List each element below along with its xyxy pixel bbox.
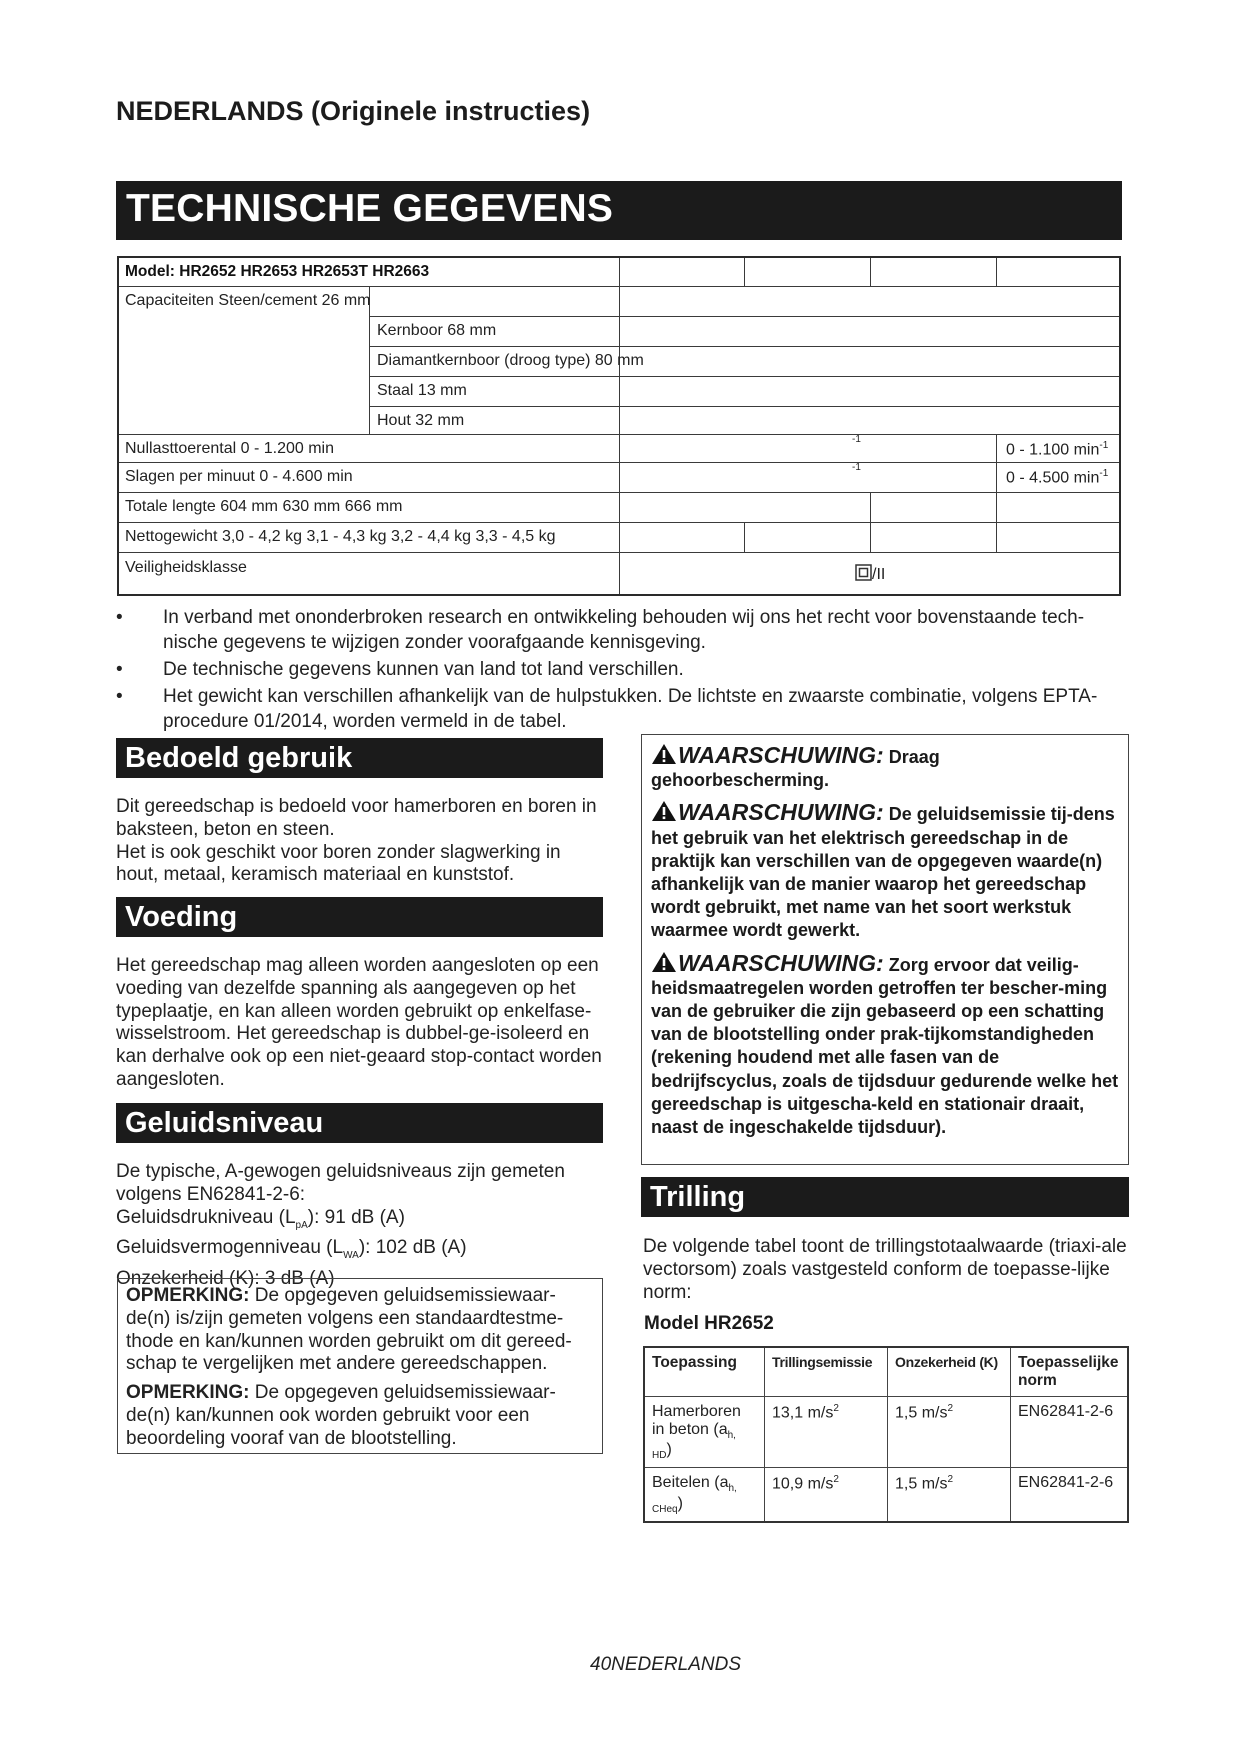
capacity-row-diamond-core-bit — [377, 352, 644, 370]
language-title: NEDERLANDS (Originele instructies) — [116, 96, 591, 126]
capacity-material: Staal — [377, 382, 414, 399]
model-label-row — [125, 263, 429, 281]
blows-superscript: -1 — [852, 462, 861, 473]
cell-standard: EN62841-2-6 — [1011, 1397, 1129, 1468]
table-row — [644, 1397, 1128, 1468]
unit-superscript: -1 — [1099, 468, 1109, 479]
section-title-specifications: TECHNISCHE GEGEVENS — [116, 181, 1122, 240]
length-value: 666 mm — [344, 498, 403, 515]
page-footer: 40NEDERLANDS — [590, 1654, 741, 1675]
vibration-table — [643, 1346, 1129, 1523]
noise-uncertainty: Onzekerheid (K): 3 dB (A) — [116, 1267, 335, 1289]
vibration-intro: De volgende tabel toont de trillingstotaalwaarde (triaxi-ale vectorsom) zoals vastgesteld conform de toepasse-lijke norm: — [643, 1236, 1127, 1303]
weight-value: 3,3 - 4,5 kg — [475, 528, 556, 545]
capacity-material: Diamantkernboor (droog type) — [377, 352, 591, 369]
capacity-value: 68 mm — [447, 322, 497, 339]
section-title-intended-use: Bedoeld gebruik — [116, 738, 603, 778]
cell-application: Beitelen $(a_{h, CHeq})$ — [644, 1468, 765, 1522]
capacity-value: 80 mm — [594, 352, 644, 369]
intended-use-text — [116, 796, 608, 887]
safety-class-text: /II — [872, 566, 886, 583]
note-item: • In verband met ononderbroken research en ontwikkeling behouden wij ons het recht voor bovenstaande tech-nische gegevens te wijzigen zonder voorafgaande kennisgeving. — [116, 607, 1085, 653]
overall-length-row — [125, 498, 402, 516]
no-load-speed-value-a: 0 - 1.200 min — [240, 440, 335, 457]
capacity-material: Kernboor — [377, 322, 443, 339]
capacity-value-stone: 26 mm — [321, 292, 371, 309]
capacity-label: Capaciteiten — [125, 292, 214, 309]
model-hr2663: HR2663 — [372, 263, 430, 280]
warning-triangle-icon — [651, 951, 677, 973]
weight-label: Nettogewicht — [125, 528, 218, 545]
length-value: 604 mm — [220, 498, 278, 515]
weight-value: 3,0 - 4,2 kg — [221, 528, 302, 545]
noise-intro: De typische, A-gewogen geluidsniveaus zijn gemeten volgens EN62841-2-6: — [116, 1161, 565, 1205]
length-label: Totale lengte — [125, 498, 216, 515]
safety-class-label: Veiligheidsklasse — [125, 559, 247, 576]
cell-emission: 13,1 $m/s^2$ — [765, 1397, 888, 1468]
table-row — [644, 1468, 1128, 1522]
col-header-application: Toepassing — [644, 1347, 765, 1397]
warning-noise-emission: WAARSCHUWING: De geluidsemissie tij-dens het gebruik van het elektrisch gereedschap in de praktijk kan verschillen van de opgegeven waarde(n) afhankelijk van de manier waarop het gereedschap wordt gebruikt, met name van het soort werkstuk waarmee wordt gewerkt. — [651, 799, 1115, 941]
weight-value: 3,1 - 4,3 kg — [306, 528, 387, 545]
blows-per-minute-row — [125, 468, 353, 486]
section-title-power-supply: Voeding — [116, 897, 603, 937]
net-weight-row — [125, 528, 556, 546]
cell-uncertainty: 1,5 $m/s^2$ — [888, 1468, 1011, 1522]
model-hr2652: HR2652 — [179, 263, 237, 280]
length-value: 630 mm — [282, 498, 341, 515]
warning-box — [641, 734, 1129, 1165]
intended-use-paragraph-2: Het is ook geschikt voor boren zonder slagwerking in hout, metaal, keramisch materiaal en kunststof. — [116, 841, 561, 886]
capacity-value: 13 mm — [417, 382, 467, 399]
capacity-row-wood — [377, 412, 464, 430]
vibration-model-heading: Model HR2652 — [644, 1313, 774, 1334]
noise-note-1: OPMERKING: De opgegeven geluidsemissiewaar-de(n) is/zijn gemeten volgens een standaardtestme-thode en kan/kunnen worden gebruikt om dit gereed-schap te vergelijken met andere gereedschappen. — [126, 1285, 572, 1375]
noise-note-2: OPMERKING: De opgegeven geluidsemissiewaar-de(n) kan/kunnen ook worden gebruikt voor een beoordeling vooraf van de blootstelling. — [126, 1382, 556, 1449]
no-load-speed-label: Nullasttoerental — [125, 440, 237, 457]
model-hr2653t: HR2653T — [301, 263, 368, 280]
capacity-material-stone: Steen/cement — [218, 292, 318, 309]
col-header-uncertainty: Onzekerheid (K) — [888, 1347, 1011, 1397]
specifications-table — [117, 256, 1121, 596]
no-load-speed-row — [125, 440, 334, 458]
intended-use-paragraph: Dit gereedschap is bedoeld voor hamerboren en boren in baksteen, beton en steen. — [116, 796, 597, 840]
section-title-vibration: Trilling — [641, 1177, 1129, 1217]
capacity-first-row — [125, 292, 371, 310]
model-hr2653: HR2653 — [240, 263, 298, 280]
blows-value-b-text: 0 - 4.500 min — [1006, 469, 1100, 487]
specification-notes — [116, 605, 1126, 736]
blows-value-b — [1006, 468, 1108, 487]
blows-label: Slagen per minuut — [125, 468, 255, 485]
warning-safety-measures: WAARSCHUWING: Zorg ervoor dat veilig-heidsmaatregelen worden getroffen ter bescher-ming van de gebruiker die zijn gebaseerd op een schatting van de blootstelling onder prak-tijkomstandigheden (rekening houdend met alle fasen van de bedrijfscyclus, zoals de tijdsduur gedurende welke het gereedschap is uitgescha-keld en stationair draait, naast de ingeschakelde tijdsduur). — [651, 949, 1119, 1138]
sound-pressure-level: Geluidsdrukniveau $(L_{pA})$: 91 dB (A) — [116, 1206, 405, 1231]
double-insulation-icon — [855, 564, 872, 581]
cell-application: Hamerboren in beton $(a_{h, HD})$ — [644, 1397, 765, 1468]
capacity-value: 32 mm — [415, 412, 465, 429]
weight-value: 3,2 - 4,4 kg — [390, 528, 471, 545]
warning-hearing-protection: WAARSCHUWING: Draag gehoorbescherming. — [651, 742, 940, 791]
sound-power-level: Geluidsvermogenniveau $(L_{WA})$: 102 dB (A) — [116, 1237, 467, 1261]
model-label: Model: — [125, 263, 175, 280]
cell-uncertainty: 1,5 $m/s^2$ — [888, 1397, 1011, 1468]
safety-class-value — [855, 564, 885, 584]
table-header-row — [644, 1347, 1128, 1397]
note-item: • Het gewicht kan verschillen afhankelijk van de hulpstukken. De lichtste en zwaarste combinatie, volgens EPTA-procedure 01/2014, worden vermeld in de tabel. — [116, 686, 1098, 732]
capacity-material: Hout — [377, 412, 411, 429]
capacity-row-steel — [377, 382, 467, 400]
section-title-noise: Geluidsniveau — [116, 1103, 603, 1143]
col-header-standard: Toepasselijke norm — [1011, 1347, 1129, 1397]
noise-note-box — [117, 1278, 603, 1454]
no-load-speed-value-b — [1006, 440, 1108, 459]
col-header-vibration-emission: Trillingsemissie — [765, 1347, 888, 1397]
noise-text — [116, 1161, 608, 1291]
cell-emission: 10,9 $m/s^2$ — [765, 1468, 888, 1522]
unit-superscript: -1 — [1099, 440, 1109, 451]
cell-standard: EN62841-2-6 — [1011, 1468, 1129, 1522]
capacity-row-core-bit — [377, 322, 496, 340]
warning-triangle-icon — [651, 800, 677, 822]
note-item: • De technische gegevens kunnen van land tot land verschillen. — [116, 659, 684, 680]
power-supply-text: Het gereedschap mag alleen worden aangesloten op een voeding van dezelfde spanning als aangegeven op het typeplaatje, en kan alleen worden gebruikt op enkelfase-wisselstroom. Het gereedschap is dubbel-ge-isoleerd en kan derhalve ook op een niet-geaard stop-contact worden aangesloten. — [116, 955, 602, 1090]
warning-triangle-icon — [651, 743, 677, 765]
no-load-speed-value-b-text: 0 - 1.100 min — [1006, 441, 1100, 459]
no-load-speed-superscript: -1 — [852, 434, 861, 445]
blows-value-a: 0 - 4.600 min — [259, 468, 353, 485]
